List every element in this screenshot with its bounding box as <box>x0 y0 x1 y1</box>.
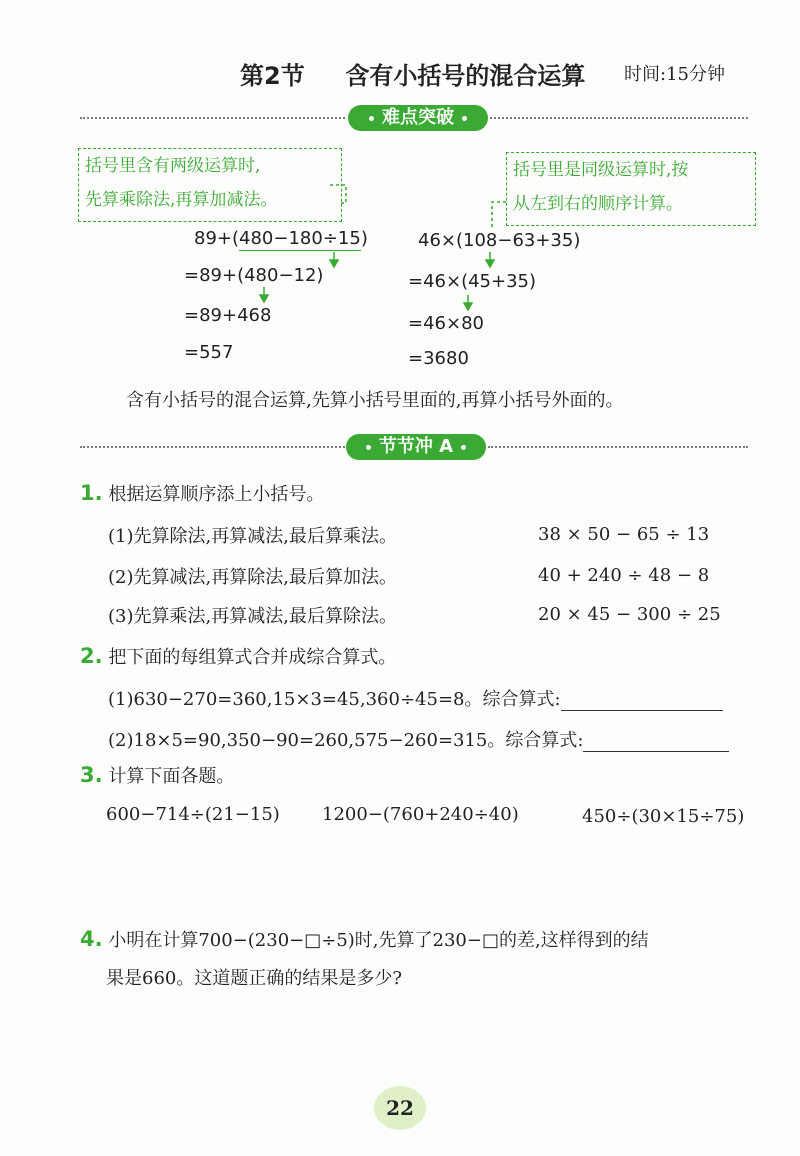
example1-step-3: =89+468 <box>184 305 272 326</box>
section-label: 第2节 <box>240 62 305 90</box>
example1-step-1: 89+(480−180÷15) <box>194 228 368 249</box>
example1-step-2: =89+(480−12) <box>184 265 324 286</box>
page-number: 22 <box>374 1086 426 1130</box>
question-4 <box>80 926 649 952</box>
q1-item-1-label: (1)先算除法,再算减法,最后算乘法。 <box>108 526 397 547</box>
example2-step-2: =46×(45+35) <box>408 271 537 292</box>
tip-right-line-1: 括号里是同级运算时,按 <box>513 160 689 180</box>
tip-right-line-2: 从左到右的顺序计算。 <box>513 194 683 214</box>
question-number: 4. <box>80 927 103 951</box>
question-number: 1. <box>80 481 103 505</box>
question-number: 2. <box>80 644 103 668</box>
answer-blank[interactable] <box>561 692 723 711</box>
q3-item-3: 450÷(30×15÷75) <box>582 806 745 827</box>
example2-step-4: =3680 <box>408 348 469 369</box>
q1-item-2-label: (2)先算减法,再算除法,最后算加法。 <box>108 567 397 588</box>
example1-underline: 480−180÷15 <box>239 228 361 249</box>
question-number: 3. <box>80 763 103 787</box>
question-2 <box>80 643 396 669</box>
tip-left-line-2: 先算乘除法,再算加减法。 <box>85 190 278 210</box>
question-text: 根据运算顺序添上小括号。 <box>108 484 325 505</box>
question-text: 小明在计算700−(230−□÷5)时,先算了230−□的差,这样得到的结 <box>108 930 649 951</box>
answer-blank[interactable] <box>583 733 729 752</box>
q2-item-1-label: (1)630−270=360,15×3=45,360÷45=8。综合算式: <box>108 689 561 710</box>
summary-rule: 含有小括号的混合运算,先算小括号里面的,再算小括号外面的。 <box>126 390 624 411</box>
q2-item-2 <box>108 726 729 752</box>
question-text: 把下面的每组算式合并成综合算式。 <box>108 647 397 668</box>
q1-item-2-expr: 40 + 240 ÷ 48 − 8 <box>538 565 710 586</box>
time-limit: 时间:15分钟 <box>624 64 725 85</box>
tip-left-line-1: 括号里含有两级运算时, <box>85 156 261 176</box>
q1-item-1-expr: 38 × 50 − 65 ÷ 13 <box>538 524 710 545</box>
q2-item-1 <box>108 685 723 711</box>
example2-step-1: 46×(108−63+35) <box>418 230 581 251</box>
divider-right-2 <box>488 446 748 448</box>
connector-arrows <box>0 0 800 420</box>
example2-step-3: =46×80 <box>408 313 484 334</box>
question-3 <box>80 762 234 788</box>
q1-item-3-label: (3)先算乘法,再算减法,最后算除法。 <box>108 606 397 627</box>
q3-item-1: 600−714÷(21−15) <box>106 804 280 825</box>
q3-item-2: 1200−(760+240÷40) <box>322 804 519 825</box>
q2-item-2-label: (2)18×5=90,350−90=260,575−260=315。综合算式: <box>108 730 584 751</box>
section-badge-label: 难点突破 <box>382 107 454 128</box>
question-1 <box>80 480 324 506</box>
example1-step-4: =557 <box>184 342 234 363</box>
section-badge-label-2: 节节冲 A <box>378 436 454 457</box>
q1-item-3-expr: 20 × 45 − 300 ÷ 25 <box>538 604 721 625</box>
divider-left-2 <box>80 446 345 448</box>
question-4-line-2: 果是660。这道题正确的结果是多少? <box>106 968 403 989</box>
section-badge-practice <box>346 434 486 460</box>
title-text: 含有小括号的混合运算 <box>345 62 586 90</box>
question-text: 计算下面各题。 <box>108 766 235 787</box>
